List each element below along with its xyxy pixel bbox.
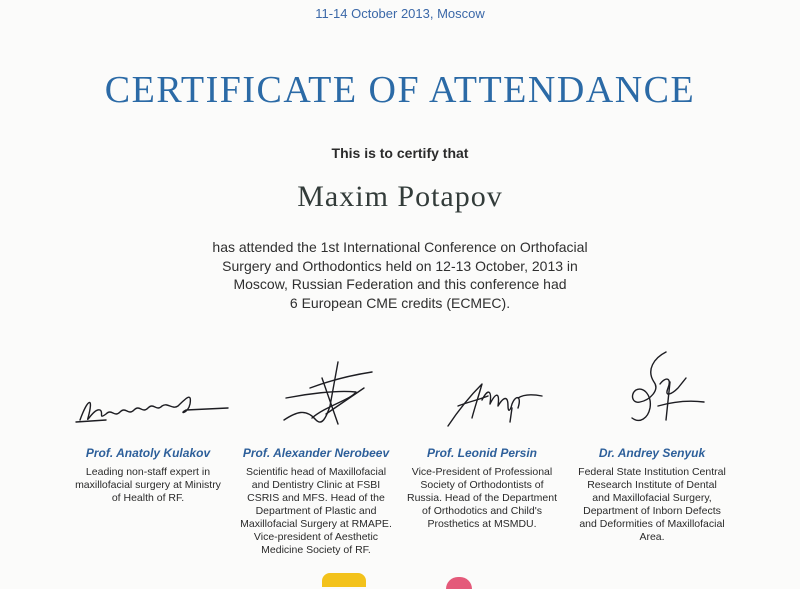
sponsor-logo-pink [446,577,472,589]
role-line: Vice-president of Aesthetic [253,531,379,543]
signatory-name: Prof. Anatoly Kulakov [85,446,211,460]
role-line: Scientific head of Maxillofacial [245,466,387,478]
role-line: maxillofacial surgery at Ministry [75,479,221,491]
role-line: Vice-President of Professional [411,466,553,478]
signatory-name: Prof. Leonid Persin [426,446,537,460]
signatory-role [552,466,752,544]
certify-line: This is to certify that [331,145,469,161]
role-line: of Health of RF. [111,492,185,504]
role-line: Department of Plastic and [255,505,377,517]
role-line: and Dentistry Clinic at FSBI [251,479,381,491]
event-date: 11-14 October 2013, Moscow [315,6,485,21]
role-line: Medicine Society of RF. [261,544,371,556]
role-line: Department of Inborn Defects [583,505,721,517]
role-line: Leading non-staff expert in [85,466,211,478]
role-line: Maxillofacial Surgery at RMAPE. [240,518,392,530]
role-line: Russia. Head of the Department [407,492,557,504]
role-line: Area. [639,531,665,543]
handwritten-signature [562,348,742,440]
signatory-senyuk [552,348,752,544]
attendance-statement [190,238,610,312]
handwritten-signature [58,348,238,440]
role-line: Federal State Institution Central [578,466,726,478]
role-line: CSRIS and MFS. Head of the [247,492,385,504]
statement-line: 6 European CME credits (ECMEC). [289,294,511,311]
statement-line: Surgery and Orthodontics held on 12-13 October, 2013 in [222,257,578,274]
role-line: Prosthetics at MSMDU. [427,518,537,530]
role-line: and Deformities of Maxillofacial [579,518,725,530]
recipient-name: Maxim Potapov [297,180,503,213]
role-line: of Orthodotics and Child's [422,505,542,517]
signatory-name: Prof. Alexander Nerobeev [242,446,390,460]
certificate-title: CERTIFICATE OF ATTENDANCE [104,69,696,111]
statement-line: has attended the 1st International Conference on Orthofacial [212,239,588,255]
statement-line: Moscow, Russian Federation and this conference had [233,276,567,292]
signatory-name: Dr. Andrey Senyuk [598,446,706,460]
role-line: Research Institute of Dental [587,479,717,491]
handwritten-signature [392,348,572,440]
role-line: and Maxillofacial Surgery, [592,492,712,504]
role-line: Society of Orthodontists of [420,479,544,491]
handwritten-signature [226,348,406,440]
